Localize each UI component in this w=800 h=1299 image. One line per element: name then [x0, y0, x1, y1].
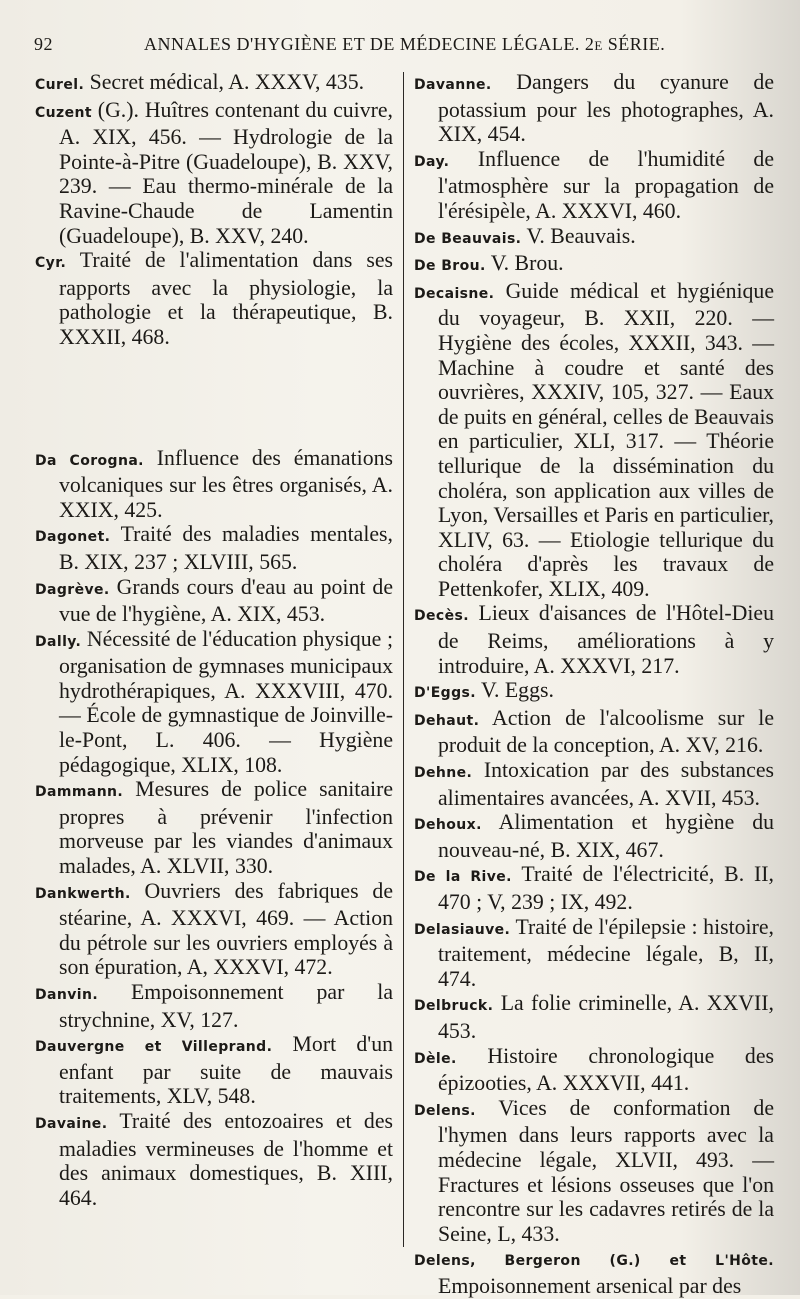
index-entry: [414, 915, 774, 992]
entry-name: Delasiauve.: [414, 921, 511, 938]
entry-name: Cyr.: [35, 255, 67, 272]
index-entry: [35, 446, 393, 523]
entry-text: Secret médical, A. XXXV, 435.: [84, 70, 365, 94]
entry-name: D'Eggs.: [414, 685, 476, 702]
right-column: [414, 70, 774, 1299]
entry-text: La folie criminelle, A. XXVII, 453.: [438, 991, 774, 1043]
entry-text: Influence des émanations volcaniques sur les êtres organisés, A. XXIX, 425.: [59, 445, 393, 522]
entry-text: Dangers du cyanure de potassium pour les photographes, A. XIX, 454.: [438, 70, 774, 147]
entry-name: Dammann.: [35, 784, 124, 801]
index-entry: [35, 248, 393, 349]
entry-name: Delens.: [414, 1102, 476, 1119]
entry-name: Curel.: [35, 77, 85, 93]
entry-text: Mort d'un enfant par suite de mauvais traitements, XLV, 548.: [59, 1032, 393, 1109]
section-gap: [35, 350, 393, 446]
index-entry: [414, 224, 774, 252]
entry-text: V. Brou.: [485, 251, 564, 276]
entry-name: Dèle.: [414, 1050, 457, 1067]
index-entry: [35, 627, 393, 778]
entry-text: Guide médical et hygiénique du voyageur, B. XXII, 220. — Hygiène des écoles, XXXII, 343. — Machine à coudre et santé des ouvrières, XXXIV, 105, 327. — Eaux de puits en général, celles de Beauvais en particulier, XLI, 317. — Théorie tellurique de la dissémination du choléra, son application aux villes de Lyon, Versailles et Paris en particulier, XLIV, 63. — Etiologie tellurique du choléra d'après les travaux de Pettenkofer, XLIX, 409.: [438, 278, 774, 601]
index-entry: [35, 879, 393, 980]
index-entry: [414, 147, 774, 224]
entry-text: Empoisonnement par la strychnine, XV, 127.: [59, 980, 393, 1032]
entry-name: Decès.: [414, 608, 469, 625]
entry-name: Day.: [414, 153, 450, 170]
entry-text: Empoisonnement arsenical par des: [438, 1273, 742, 1298]
page-header: [34, 34, 774, 60]
index-entry: [35, 98, 393, 249]
index-entry: [414, 758, 774, 810]
page-number: 92: [34, 34, 53, 54]
entry-name: De la Rive.: [414, 869, 512, 886]
index-entry: [414, 991, 774, 1043]
index-entry: [35, 1109, 393, 1210]
entry-text: Traité des entozoaires et des maladies vermineuses de l'homme et des animaux domestiques, B. XIII, 464.: [59, 1108, 393, 1210]
index-entry: [414, 1044, 774, 1096]
entry-name: Dankwerth.: [35, 885, 131, 902]
index-entry: [35, 777, 393, 878]
entry-name: Dehoux.: [414, 817, 482, 834]
index-entry: [414, 810, 774, 862]
entry-text: Traité de l'électricité, B. II, 470 ; V, 239 ; IX, 492.: [438, 862, 775, 914]
entry-name: Dauvergne et Villeprand.: [35, 1039, 273, 1056]
entry-name: Dagonet.: [35, 529, 111, 546]
entry-text: Traité de l'alimentation dans ses rapports avec la physiologie, la pathologie et la thérapeutique, B. XXXII, 468.: [59, 248, 393, 349]
index-entry: [35, 1032, 393, 1109]
index-entry: [414, 251, 774, 279]
entry-text: Grands cours d'eau au point de vue de l'hygiène, A. XIX, 453.: [59, 574, 393, 627]
index-entry: [414, 706, 774, 758]
index-entry: [35, 70, 393, 98]
entry-name: Da Corogna.: [35, 452, 144, 469]
index-entry: [414, 862, 774, 914]
entry-text: Ouvriers des fabriques de stéarine, A. XXXVI, 469. — Action du pétrole sur les ouvriers employés à son épuration, A, XXXVI, 472.: [59, 878, 393, 980]
entry-name: Decaisne.: [414, 285, 495, 302]
entry-text: Histoire chronologique des épizooties, A. XXXVII, 441.: [438, 1043, 774, 1096]
left-column: [35, 70, 393, 1210]
entry-name: Dehne.: [414, 765, 473, 782]
entry-name: De Brou.: [414, 258, 486, 275]
entry-name: Davanne.: [414, 77, 492, 93]
entry-text: Traité des maladies mentales, B. XIX, 237 ; XLVIII, 565.: [59, 522, 393, 574]
entry-text: Nécessité de l'éducation physique ; organisation de gymnases municipaux hydrothérapiques, A. XXXVIII, 470. — École de gymnastique de Joinville-le-Pont, L. 406. — Hygiène pédagogique, XLIX, 108.: [59, 626, 393, 777]
entry-text: Mesures de police sanitaire propres à prévenir l'infection morveuse par les viandes d'animaux malades, A. XLVII, 330.: [59, 777, 393, 879]
entry-text: Lieux d'aisances de l'Hôtel-Dieu de Reims, améliorations à y introduire, A. XXXVI, 217.: [438, 601, 774, 678]
entry-name: De Beauvais.: [414, 230, 522, 247]
index-entry: [35, 522, 393, 574]
entry-name: Cuzent: [35, 104, 92, 121]
entry-text: Intoxication par des substances alimentaires avancées, A. XVII, 453.: [438, 758, 774, 810]
index-entry: [414, 601, 774, 678]
entry-text: V. Eggs.: [475, 678, 554, 703]
entry-name: Dehaut.: [414, 712, 480, 729]
column-divider: [403, 72, 404, 1247]
entry-name: Danvin.: [35, 987, 99, 1003]
index-entry: [414, 279, 774, 602]
index-entry: [414, 678, 774, 706]
entry-text: Traité de l'épilepsie : histoire, traitement, médecine légale, B, II, 474.: [438, 914, 774, 991]
entry-text: Vices de conformation de l'hymen dans leurs rapports avec la médecine légale, XLVII, 493. — Fractures et lésions osseuses que l'on rencontre sur les cadavres retirés de la Seine, L, 433.: [438, 1095, 774, 1246]
entry-text: V. Beauvais.: [521, 223, 636, 248]
index-entry: [414, 70, 774, 147]
entry-name: Dally.: [35, 633, 82, 650]
entry-text: Alimentation et hygiène du nouveau-né, B. XIX, 467.: [438, 810, 774, 862]
running-title: ANNALES D'HYGIÈNE ET DE MÉDECINE LÉGALE. 2e SÉRIE.: [144, 34, 666, 54]
entry-name: Dagrève.: [35, 581, 110, 598]
index-entry: [35, 575, 393, 627]
entry-name: Davaine.: [35, 1115, 108, 1132]
entry-text: Action de l'alcoolisme sur le produit de la conception, A. XV, 216.: [438, 705, 774, 758]
entry-name: Delbruck.: [414, 998, 494, 1015]
index-entry: [414, 1246, 774, 1298]
entry-text: (G.). Huîtres contenant du cuivre, A. XIX, 456. — Hydrologie de la Pointe-à-Pitre (Guadeloupe), B. XXV, 239. — Eau thermo-minérale de la Ravine-Chaude de Lamentin (Guadeloupe), B. XXV, 240.: [59, 97, 393, 248]
entry-text: Influence de l'humidité de l'atmosphère sur la propagation de l'érésipèle, A. XXXVI, 460.: [438, 146, 774, 223]
entry-name: Delens, Bergeron (G.) et L'Hôte.: [414, 1253, 774, 1270]
index-entry: [414, 1096, 774, 1247]
index-entry: [35, 980, 393, 1032]
